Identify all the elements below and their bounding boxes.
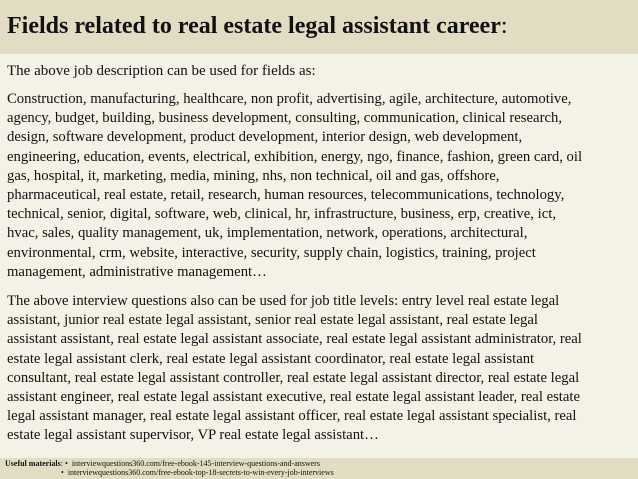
fields-line: engineering, education, events, electrical, exhibition, energy, ngo, finance, fashion, green card, oil [7, 148, 583, 165]
intro-text: The above job description can be used for fields as: [7, 63, 316, 79]
job-levels-line: assistant, junior real estate legal assistant, senior real estate legal assistant, real estate legal [7, 312, 539, 329]
footer-row [5, 459, 638, 468]
slide-title [7, 12, 638, 40]
fields-line: design, software development, product development, interior design, web development, [7, 129, 523, 146]
fields-line: agency, budget, building, business development, consulting, communication, clinical research, [7, 110, 562, 127]
slide-content [7, 54, 633, 456]
footer-bullet: • [65, 459, 68, 468]
fields-paragraph [7, 90, 633, 282]
fields-line: management, administrative management… [7, 263, 267, 280]
fields-line: Construction, manufacturing, healthcare, non profit, advertising, agile, architecture, automotive, [7, 91, 572, 107]
job-levels-line: legal assistant manager, real estate legal assistant officer, real estate legal assistant specialist, real [7, 408, 577, 425]
job-levels-line: estate legal assistant supervisor, VP real estate legal assistant… [7, 427, 379, 444]
fields-line: hvac, sales, quality management, uk, implementation, network, operations, architectural, [7, 225, 528, 242]
footer-separator: : [60, 459, 63, 468]
job-levels-line: estate legal assistant clerk, real estate legal assistant coordinator, real estate legal assistant [7, 350, 535, 367]
ebook-top-18-secrets-link[interactable]: interviewquestions360.com/free-ebook-top-18-secrets-to-win-every-job-interviews [67, 468, 334, 477]
footer-row [5, 468, 638, 477]
footer-bullet: • [61, 468, 64, 477]
job-levels-line: The above interview questions also can be used for job title levels: entry level real estate legal [7, 293, 560, 310]
fields-line: gas, hospital, it, marketing, media, mining, nhs, non technical, oil and gas, offshore, [7, 167, 500, 184]
fields-line: environmental, crm, website, interactive, security, supply chain, logistics, training, project [7, 244, 536, 261]
ebook-145-interview-questions-link[interactable]: interviewquestions360.com/free-ebook-145-interview-questions-and-answers [71, 459, 320, 468]
fields-line: technical, senior, digital, software, web, clinical, hr, infrastructure, business, erp, creative, ict, [7, 206, 556, 223]
slide-title-text: Fields related to real estate legal assistant career [7, 13, 501, 39]
useful-materials-footer [0, 458, 638, 479]
job-levels-line: assistant assistant, real estate legal assistant associate, real estate legal assistant administrator, real [7, 331, 582, 348]
job-levels-paragraph [7, 292, 633, 446]
job-levels-line: assistant engineer, real estate legal assistant executive, real estate legal assistant leader, real estate [7, 389, 581, 406]
slide-title-colon: : [500, 13, 508, 39]
title-bar [0, 0, 638, 54]
job-levels-line: consultant, real estate legal assistant controller, real estate legal assistant director, real estate legal [7, 369, 580, 386]
footer-label: Useful materials [5, 459, 61, 468]
fields-line: pharmaceutical, real estate, retail, research, human resources, telecommunications, technology, [7, 187, 565, 204]
